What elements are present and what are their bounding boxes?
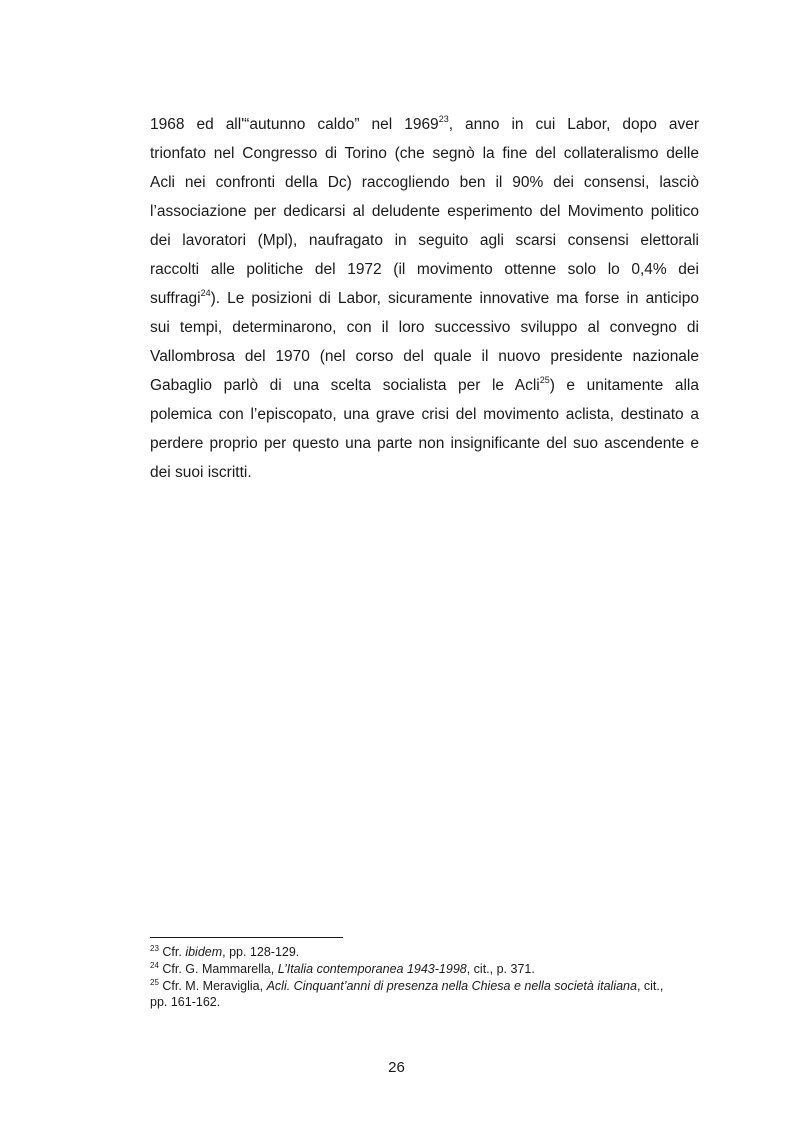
text-line: dei lavoratori (Mpl), naufragato in seguito agli scarsi consensi elettorali	[150, 232, 699, 249]
text-line: Vallombrosa del 1970 (nel corso del quale il nuovo presidente nazionale	[150, 348, 699, 365]
text-line: Acli nei confronti della Dc) raccogliendo ben il 90% dei consensi, lasciò	[150, 174, 699, 191]
footnote-ref[interactable]: 23	[438, 114, 449, 124]
text-line: perdere proprio per questo una parte non insignificante del suo ascendente e	[150, 435, 699, 452]
text-line: polemica con l’episcopato, una grave crisi del movimento aclista, destinato a	[150, 406, 699, 423]
text-line: trionfato nel Congresso di Torino (che segnò la fine del collateralismo delle	[150, 145, 699, 162]
text-line: dei suoi iscritti.	[150, 464, 252, 481]
text-line: raccolti alle politiche del 1972 (il movimento ottenne solo lo 0,4% dei	[150, 261, 699, 278]
text-line: 1968 ed all'“autunno caldo” nel 1969$^{23}$, anno in cui Labor, dopo aver	[150, 114, 700, 133]
footnote-25: $^{25}$ Cfr. M. Meraviglia, Acli. Cinquant’anni di presenza nella Chiesa e nella società italiana, cit., pp. 161-162.	[150, 978, 664, 1009]
text-line: suffragi$^{24}$). Le posizioni di Labor, sicuramente innovative ma forse in anticipo	[150, 288, 699, 307]
footnote-24: $^{24}$ Cfr. G. Mammarella, L’Italia contemporanea 1943-1998, cit., p. 371.	[150, 961, 535, 976]
footnote-ref[interactable]: 25	[539, 375, 550, 385]
footnote-ref[interactable]: 24	[200, 288, 211, 298]
text-line: sui tempi, determinarono, con il loro successivo sviluppo al convegno di	[150, 319, 699, 336]
footnote-23: $^{23}$ Cfr. ibidem, pp. 128-129.	[150, 944, 300, 959]
page-number: 26	[388, 1059, 405, 1076]
text-line: l’associazione per dedicarsi al deludente esperimento del Movimento politico	[150, 203, 699, 220]
footnote-separator	[150, 937, 343, 938]
text-line: Gabaglio parlò di una scelta socialista per le Acli$^{25}$) e unitamente alla	[150, 375, 699, 394]
